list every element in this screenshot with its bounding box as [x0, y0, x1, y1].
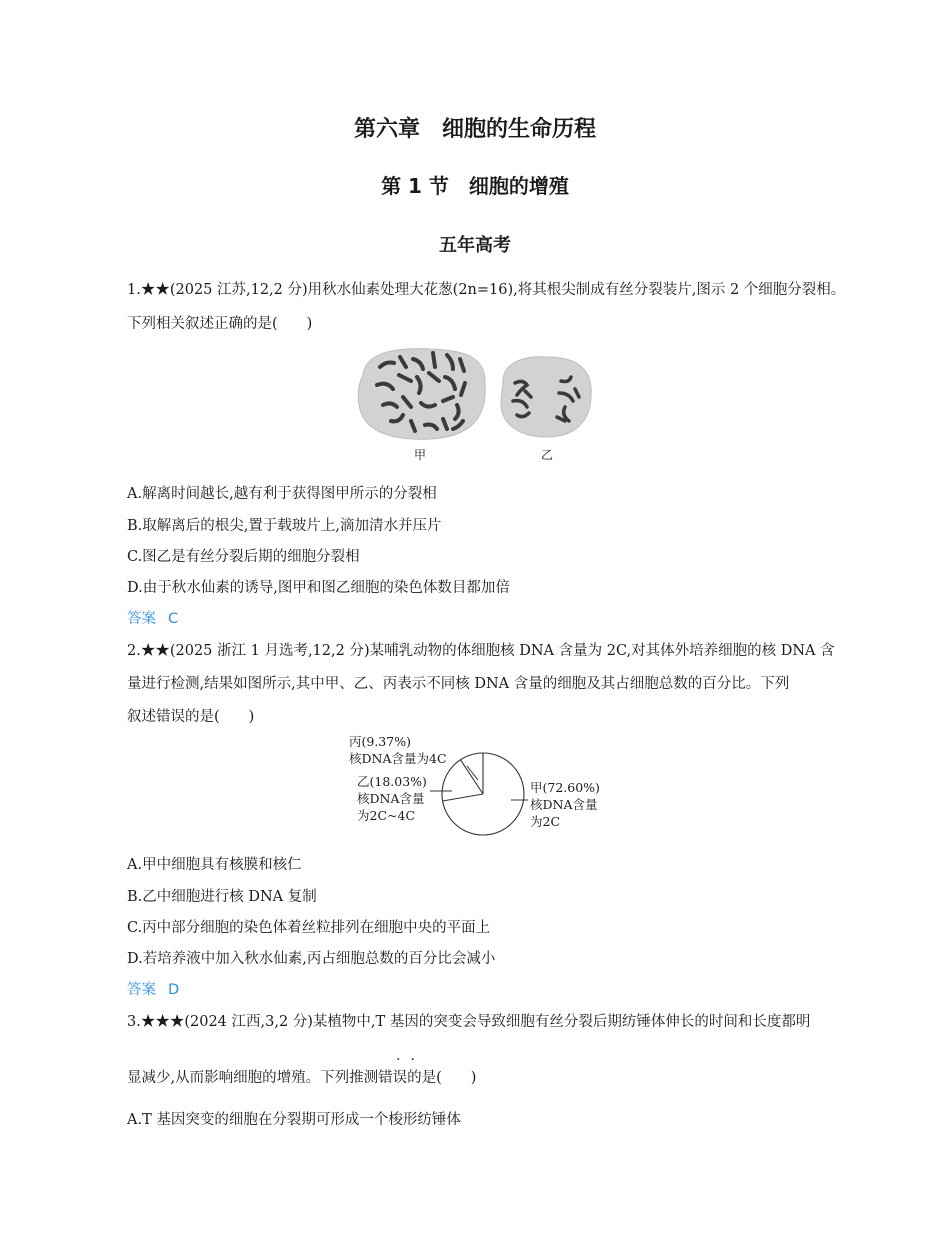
pie-label-jia	[530, 779, 600, 830]
question-2-line-2: 量进行检测,结果如图所示,其中甲、乙、丙表示不同核 DNA 含量的细胞及其占细胞总数的百分比。下列	[127, 676, 790, 692]
question-1-line-2: 下列相关叙述正确的是( )	[127, 316, 313, 332]
figure-label-yi: 乙	[541, 448, 554, 462]
question-2-option-a: A.甲中细胞具有核膜和核仁	[127, 857, 302, 873]
answer-label: 答案	[127, 982, 156, 998]
pie-label-yi-line-3: 为2C~4C	[357, 808, 416, 823]
question-3-option-a: A.T 基因突变的细胞在分裂期可形成一个梭形纺锤体	[127, 1112, 461, 1128]
pie-label-jia-line-1: 甲(72.60%)	[530, 780, 600, 795]
question-2-answer	[127, 978, 179, 999]
question-2-option-d: D.若培养液中加入秋水仙素,丙占细胞总数的百分比会减小	[127, 951, 496, 967]
chapter-title: 第六章 细胞的生命历程	[353, 117, 596, 142]
pie-label-bing-line-2: 核DNA含量为4C	[349, 751, 447, 766]
answer-value: C	[168, 611, 179, 627]
pie-label-bing	[349, 733, 447, 767]
pie-label-yi-line-2: 核DNA含量	[357, 791, 425, 806]
pie-label-yi-line-1: 乙(18.03%)	[357, 774, 427, 789]
question-1-option-d: D.由于秋水仙素的诱导,图甲和图乙细胞的染色体数目都加倍	[127, 580, 510, 596]
answer-label: 答案	[127, 611, 156, 627]
question-1-line-1: 1.★★(2025 江苏,12,2 分)用秋水仙素处理大花葱(2n=16),将其根尖制成有丝分裂装片,图示 2 个细胞分裂相。	[127, 282, 846, 298]
emphasis-dots: ..	[396, 1048, 425, 1064]
pie-label-yi	[357, 773, 427, 824]
question-1-option-a: A.解离时间越长,越有利于获得图甲所示的分裂相	[127, 486, 437, 502]
pie-label-jia-line-2: 核DNA含量	[530, 797, 598, 812]
question-1-option-b: B.取解离后的根尖,置于载玻片上,滴加清水并压片	[127, 518, 442, 534]
question-2-option-c: C.丙中部分细胞的染色体着丝粒排列在细胞中央的平面上	[127, 920, 491, 936]
pie-label-bing-line-1: 丙(9.37%)	[349, 734, 411, 749]
question-2-line-1: 2.★★(2025 浙江 1 月选考,12,2 分)某哺乳动物的体细胞核 DNA 含量为 2C,对其体外培养细胞的核 DNA 含	[127, 643, 835, 659]
question-3-line-2: 显减少,从而影响细胞的增殖。下列推测错误的是( )	[127, 1070, 477, 1086]
question-2-line-3: 叙述错误的是( )	[127, 709, 255, 725]
subsection-title: 五年高考	[439, 235, 511, 256]
section-title: 第 1 节 细胞的增殖	[381, 174, 569, 198]
answer-value: D	[168, 982, 180, 998]
pie-label-jia-line-3: 为2C	[530, 814, 561, 829]
figure-label-jia: 甲	[414, 448, 427, 462]
question-2-option-b: B.乙中细胞进行核 DNA 复制	[127, 889, 317, 905]
question-3-line-1: 3.★★★(2024 江西,3,2 分)某植物中,T 基因的突变会导致细胞有丝分裂后期纺锤体伸长的时间和长度都明	[127, 1014, 811, 1030]
question-1-option-c: C.图乙是有丝分裂后期的细胞分裂相	[127, 549, 360, 565]
